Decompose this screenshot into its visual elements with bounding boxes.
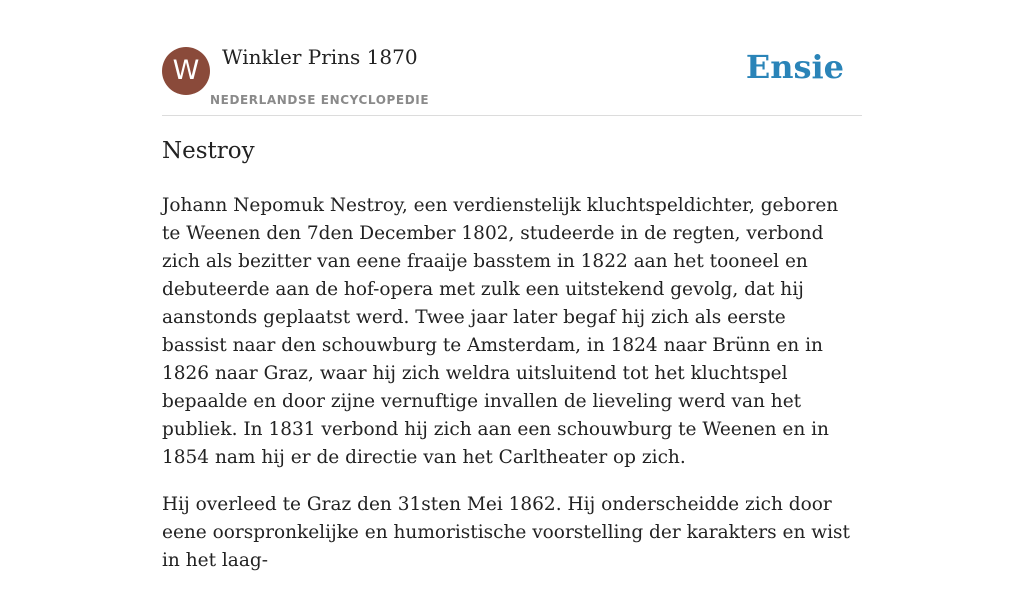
source-title-link[interactable]: Winkler Prins 1870 [222, 45, 418, 69]
ensie-logo-link[interactable]: Ensie [745, 48, 844, 86]
article-title: Nestroy [162, 138, 255, 164]
article-paragraph: Johann Nepomuk Nestroy, een verdienstelijk kluchtspeldichter, geboren te Weenen den 7den December 1802, studeerde in de regten, verbond zich als bezitter van eene fraaije basstem in 1822 aan het tooneel en debuteerde aan de hof-opera met zulk een uitstekend gevolg, dat hij aanstonds geplaatst werd. Twee jaar later begaf hij zich als eerste bassist naar den schouwburg te Amsterdam, in 1824 naar Brünn en in 1826 naar Graz, waar hij zich weldra uitsluitend tot het kluchtspel bepaalde en door zijne vernuftige invallen de lieveling werd van het publiek. In 1831 verbond hij zich aan een schouwburg te Weenen en in 1854 nam hij er de directie van het Carltheater op zich. [162, 195, 839, 468]
article-paragraph: Hij overleed te Graz den 31sten Mei 1862. Hij onderscheidde zich door eene oorspronkelijke en humoristische voorstelling der karakters en wist in het laag- [162, 494, 850, 571]
article-body [162, 192, 852, 594]
source-header [162, 40, 862, 116]
source-subtitle: NEDERLANDSE ENCYCLOPEDIE [210, 93, 430, 107]
source-avatar[interactable]: W [162, 47, 210, 95]
